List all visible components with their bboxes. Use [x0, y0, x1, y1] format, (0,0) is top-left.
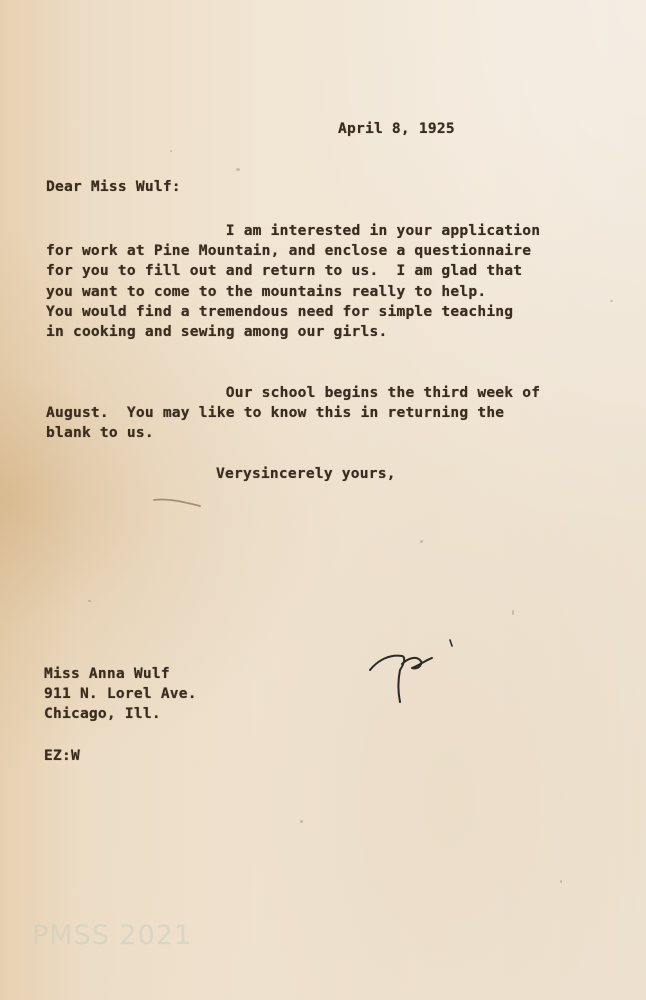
- closing: Verysincerely yours,: [216, 465, 396, 482]
- letter-date: April 8, 1925: [338, 120, 455, 137]
- handwritten-signature: [360, 630, 470, 720]
- watermark: PMSS 2021: [32, 920, 193, 951]
- salutation: Dear Miss Wulf:: [46, 178, 181, 195]
- recipient-street: 911 N. Lorel Ave.: [44, 685, 197, 703]
- recipient-name: Miss Anna Wulf: [44, 665, 170, 682]
- ink-smudge: [150, 490, 210, 520]
- body-paragraph-2: Our school begins the third week of August. You may like to know this in returning the blank to us.: [46, 384, 541, 442]
- recipient-city: Chicago, Ill.: [44, 705, 161, 723]
- body-paragraph-1: I am interested in your application for work at Pine Mountain, and enclose a questionnaire for you to fill out and return to us. I am glad that you want to come to the mountains really to help. You would find a tremendous need for simple teaching in cooking and sewing among our girls.: [46, 222, 541, 341]
- recipient-address: [44, 664, 197, 725]
- typist-initials: EZ:W: [44, 747, 80, 764]
